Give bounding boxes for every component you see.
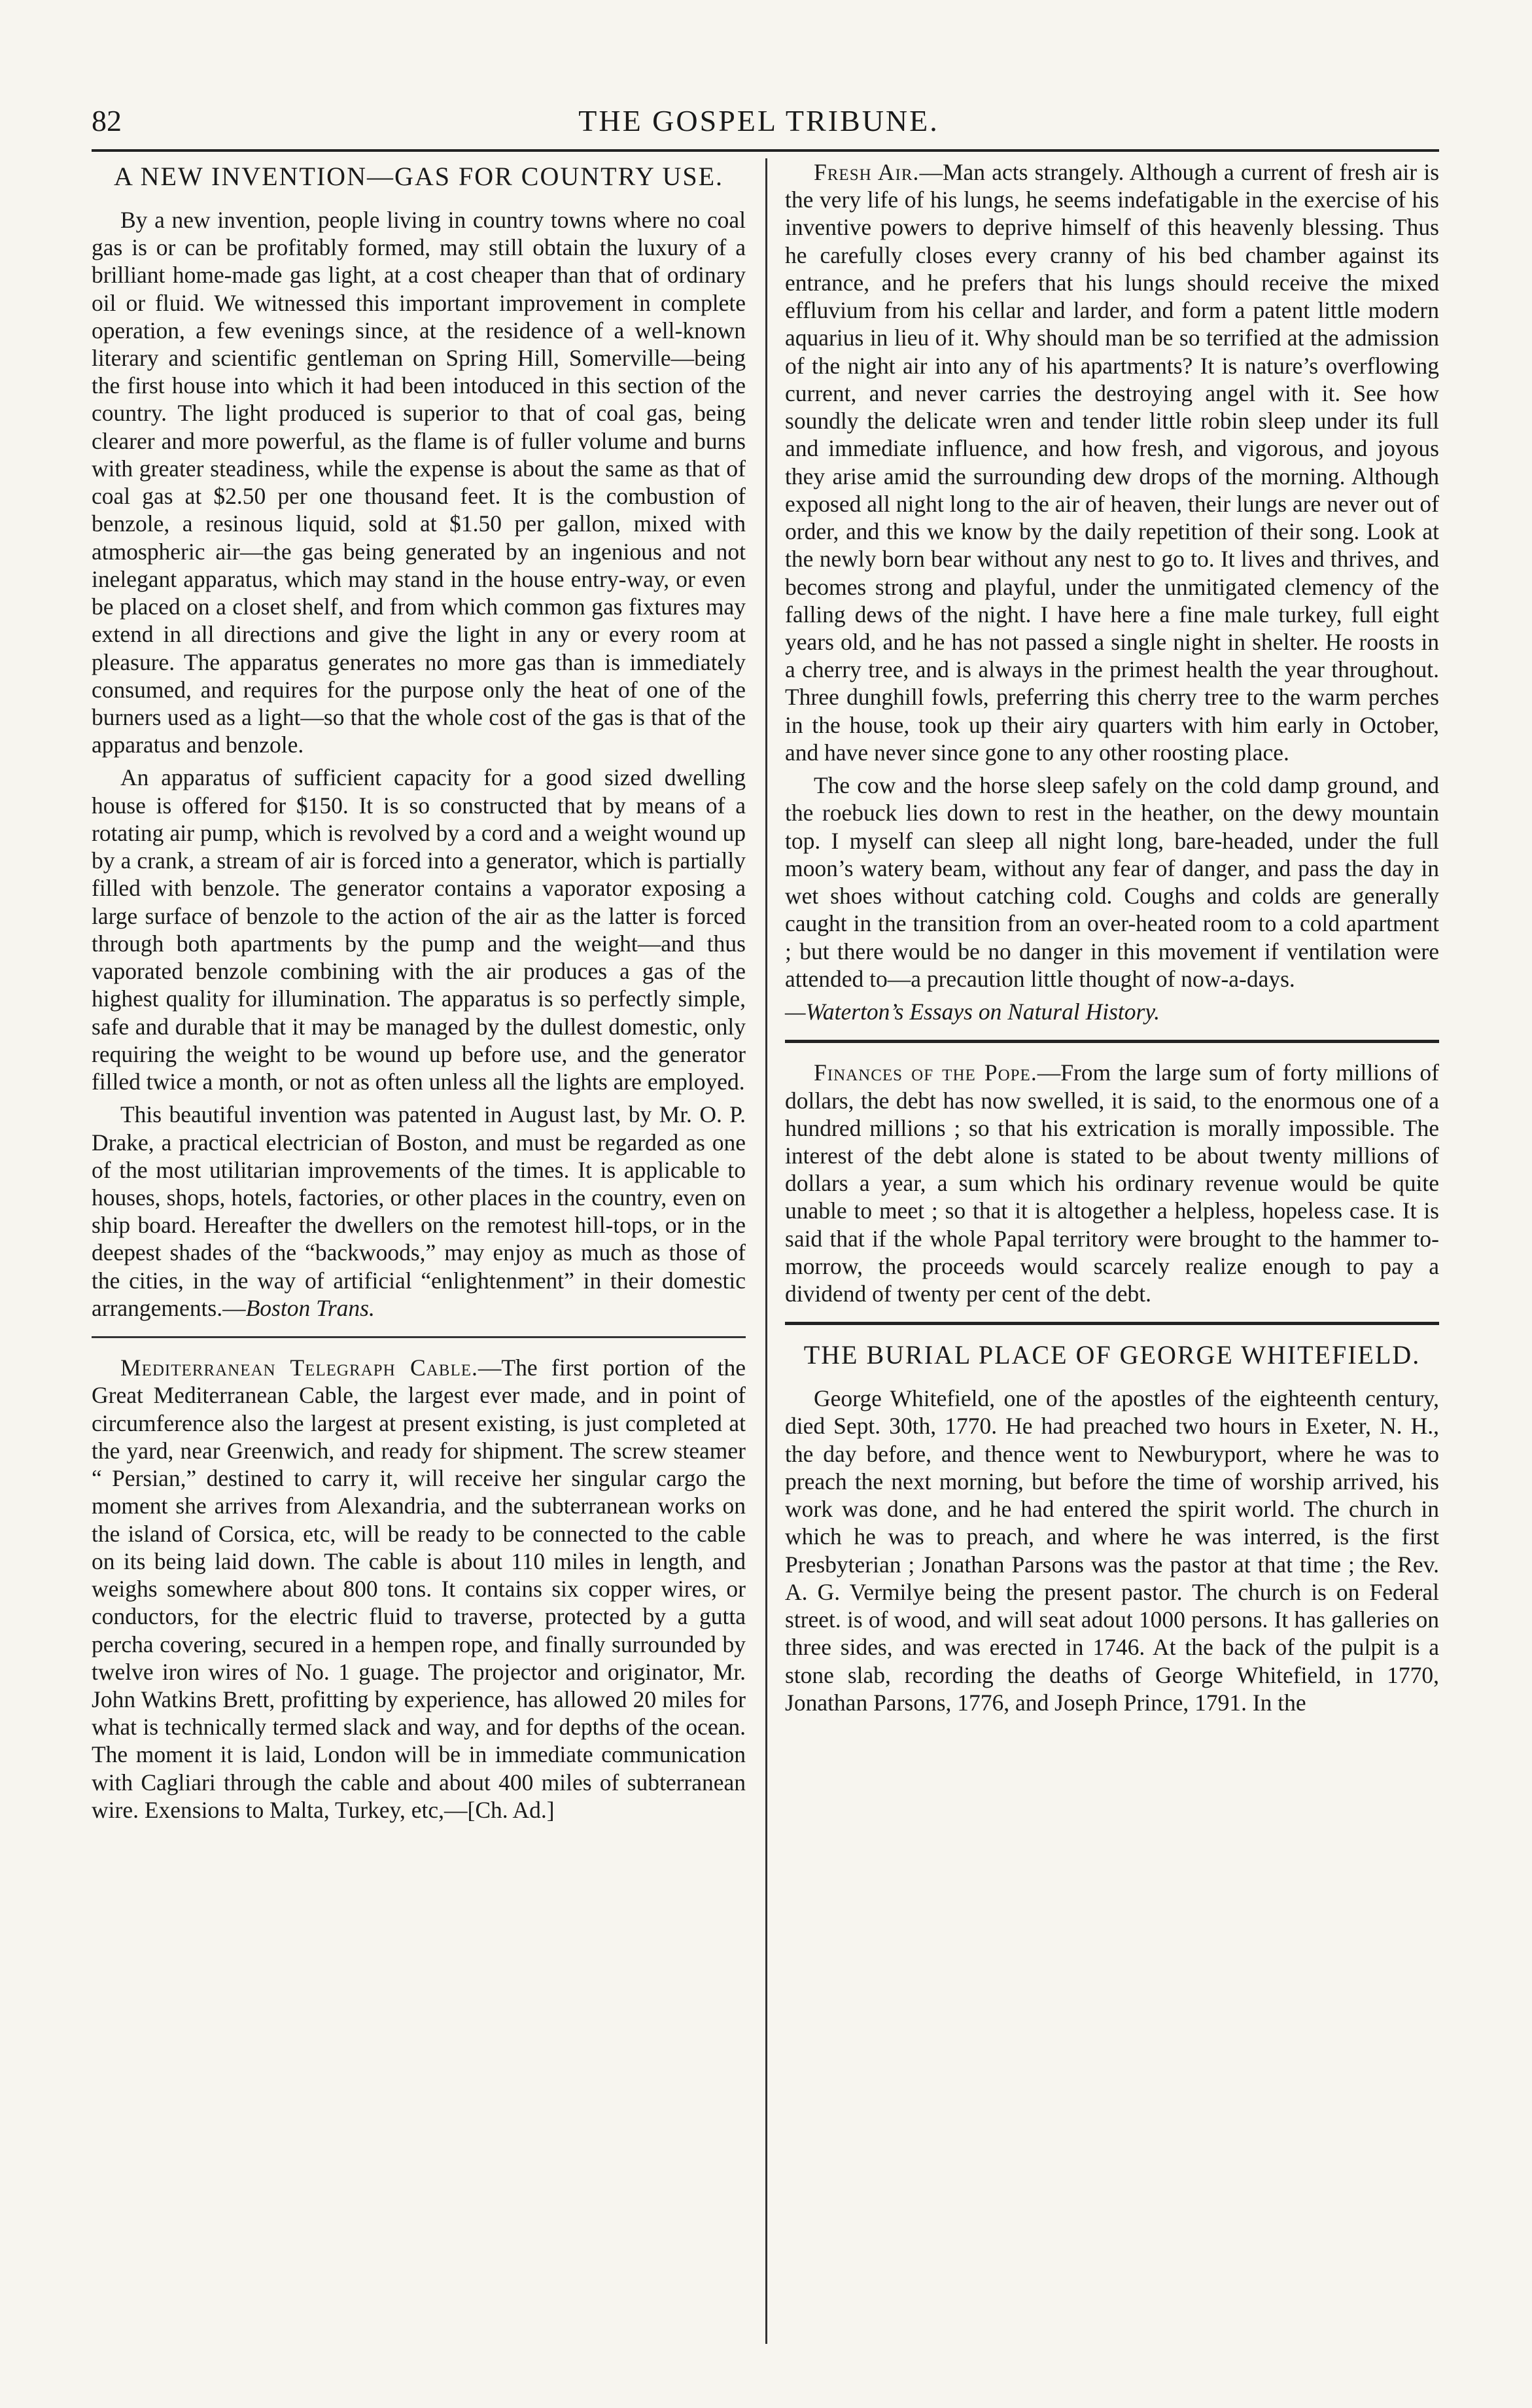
article-fresh-air bbox=[785, 158, 1439, 1025]
article-lead: Mediterranean Telegraph Cable. bbox=[120, 1354, 478, 1381]
column-divider bbox=[765, 158, 767, 2344]
paragraph-text: —The first portion of the Great Mediterranean Cable, the largest ever made, and in point of circumference also the largest at present existing, is just completed at the yard, near Greenwich, and ready for shipment. The screw steamer “ Persian,” destined to carry it, will receive her singular cargo the moment she arrives from Alexandria, and the subterranean works on the island of Corsica, etc, will be ready to be connected to the cable on its being laid down. The cable is about 110 miles in length, and weighs somewhere about 800 tons. It contains six copper wires, or conductors, for the electric fluid to traverse, protected by a gutta percha covering, secured in a hempen rope, and finally surrounded by twelve iron wires of No. 1 guage. The projector and originator, Mr. John Watkins Brett, profitting by experience, has allowed 20 miles for what is technically termed slack and way, and for depths of the ocean. The moment it is laid, London will be in immediate communication with Cagliari through the cable and about 400 miles of subterranean wire. Exensions to Malta, Turkey, etc,—[Ch. Ad.] bbox=[92, 1354, 746, 1823]
article-source: Boston Trans. bbox=[245, 1294, 375, 1321]
article-paragraph: George Whitefield, one of the apostles of the eighteenth century, died Sept. 30th, 1770. He had preached two hours in Exeter, N. H., the day before, and thence went to Newburyport, where he was to preach the next morning, but before the time of worship arrived, his work was done, and he had entered the spirit world. The church in which he was to preach, and where he was interred, is the first Presbyterian ; Jonathan Parsons was the pastor at that time ; the Rev. A. G. Vermilye being the present pastor. The church is on Federal street. is of wood, and will seat adout 1000 persons. It has galleries on three sides, and was erected in 1746. At the back of the pulpit is a stone slab, recording the deaths of George Whitefield, in 1770, Jonathan Parsons, 1776, and Joseph Prince, 1791. In the bbox=[785, 1385, 1439, 1716]
paragraph-text: This beautiful invention was patented in August last, by Mr. O. P. Drake, a practical electrician of Boston, and must be regarded as one of the most utilitarian improvements of the times. It is applicable to houses, shops, hotels, factories, or other places in the country, even on ship board. Hereafter the dwellers on the remotest hill-tops, or in the deepest shades of the “backwoods,” may enjoy as much as those of the cities, in the way of artificial “enlightenment” in their domestic arrangements.— bbox=[92, 1101, 746, 1321]
article-paragraph: The cow and the horse sleep safely on the cold damp ground, and the roebuck lies down to rest in the heather, on the dewy mountain top. I myself can sleep all night long, bare-headed, under the full moon’s watery beam, without any fear of danger, and pass the day in wet shoes without catching cold. Coughs and colds are generally caught in the transition from an over-heated room to a cold apartment ; but there would be no danger in this movement if ventilation were attended to—a precaution little thought of now-a-days. bbox=[785, 772, 1439, 992]
page-header bbox=[78, 98, 1439, 144]
article-gas-invention bbox=[92, 162, 746, 1322]
article-separator bbox=[785, 1040, 1439, 1043]
left-column bbox=[92, 158, 746, 1838]
article-paragraph bbox=[785, 158, 1439, 766]
article-source: —Waterton’s Essays on Natural History. bbox=[785, 999, 1160, 1025]
page-title: THE GOSPEL TRIBUNE. bbox=[578, 104, 939, 137]
article-headline: A NEW INVENTION—GAS FOR COUNTRY USE. bbox=[113, 162, 724, 191]
page-number: 82 bbox=[92, 104, 122, 137]
newspaper-page bbox=[78, 98, 1439, 2356]
article-pope-finances bbox=[785, 1059, 1439, 1307]
right-column bbox=[785, 158, 1439, 1731]
article-separator bbox=[785, 1322, 1439, 1325]
article-paragraph bbox=[785, 1059, 1439, 1307]
article-headline: THE BURIAL PLACE OF GEORGE WHITEFIELD. bbox=[803, 1340, 1421, 1370]
article-paragraph: An apparatus of sufficient capacity for a good sized dwelling house is offered for $150. It is so constructed that by means of a rotating air pump, which is revolved by a cord and a weight wound up by a crank, a stream of air is forced into a generator, which is partially filled with benzole. The generator contains a vaporator exposing a large surface of benzole to the action of the air as the latter is forced through both apartments by the pump and the weight—and thus vaporated benzole combining with the air produces a gas of the highest quality for illumination. The apparatus is so perfectly simple, safe and durable that it may be managed by the dullest domestic, only requiring the weight to be wound up before use, and the generator filled twice a month, or not as often unless all the lights are employed. bbox=[92, 764, 746, 1095]
article-paragraph bbox=[92, 1354, 746, 1824]
article-lead: Finances of the Pope. bbox=[814, 1059, 1037, 1086]
article-lead: Fresh Air. bbox=[814, 159, 920, 185]
paragraph-text: —From the large sum of forty millions of dollars, the debt has now swelled, it is said, to the enormous one of a hundred millions ; so that his extrication is morally impossible. The interest of the debt alone is stated to be about twenty millions of dollars a year, a sum which his ordinary revenue would be quite unable to meet ; so that it is altogether a helpless, hopeless case. It is said that if the whole Papal territory were brought to the hammer to-morrow, the proceeds would scarcely realize enough to pay a dividend of twenty per cent of the debt. bbox=[785, 1059, 1439, 1307]
header-rule bbox=[92, 149, 1439, 152]
article-paragraph bbox=[92, 1101, 746, 1322]
paragraph-text: —Man acts strangely. Although a current of fresh air is the very life of his lungs, he seems indefatigable in the exercise of his inventive powers to deprive himself of this heavenly blessing. Thus he carefully closes every cranny of his bed chamber against its entrance, and he prefers that his lungs should receive the mixed effluvium from his cellar and larder, and form a patent little modern aquarius in lieu of it. Why should man be so terrified at the admission of the night air into any of his apartments? It is nature’s overflowing current, and never carries the destroying angel with it. See how soundly the delicate wren and tender little robin sleep under its full and immediate influence, and how fresh, and vigorous, and joyous they arise amid the surrounding dew drops of the morning. Although exposed all night long to the air of heaven, their lungs are never out of order, and this we know by the daily repetition of their song. Look at the newly born bear without any nest to go to. It lives and thrives, and becomes strong and playful, under the unmitigated clemency of the falling dews of the night. I have here a fine male turkey, full eight years old, and he has not passed a single night in shelter. He roosts in a cherry tree, and is always in the primest health the year throughout. Three dunghill fowls, preferring this cherry tree to the warm perches in the house, took up their airy quarters with him early in October, and have never since gone to any other roosting place. bbox=[785, 159, 1440, 766]
article-whitefield-burial bbox=[785, 1341, 1439, 1716]
article-paragraph: By a new invention, people living in country towns where no coal gas is or can be profitably formed, may still obtain the luxury of a brilliant home-made gas light, at a cost cheaper than that of ordinary oil or fluid. We witnessed this important improvement in complete operation, a few evenings since, at the residence of a well-known literary and scientific gentleman on Spring Hill, Somerville—being the first house into which it had been intoduced in this section of the country. The light produced is superior to that of coal gas, being clearer and more powerful, as the flame is of fuller volume and burns with greater steadiness, while the expense is about the same as that of coal gas at $2.50 per one thousand feet. It is the combustion of benzole, a resinous liquid, sold at $1.50 per gallon, mixed with atmospheric air—the gas being generated by an ingenious and not inelegant apparatus, which may stand in the house entry-way, or even be placed on a closet shelf, and from which common gas fixtures may extend in all directions and give the light in any or every room at pleasure. The apparatus generates no more gas than is immediately consumed, and requires for the purpose only the heat of one of the burners used as a light—so that the whole cost of the gas is that of the apparatus and benzole. bbox=[92, 206, 746, 758]
article-telegraph-cable bbox=[92, 1354, 746, 1824]
article-separator bbox=[92, 1336, 746, 1338]
